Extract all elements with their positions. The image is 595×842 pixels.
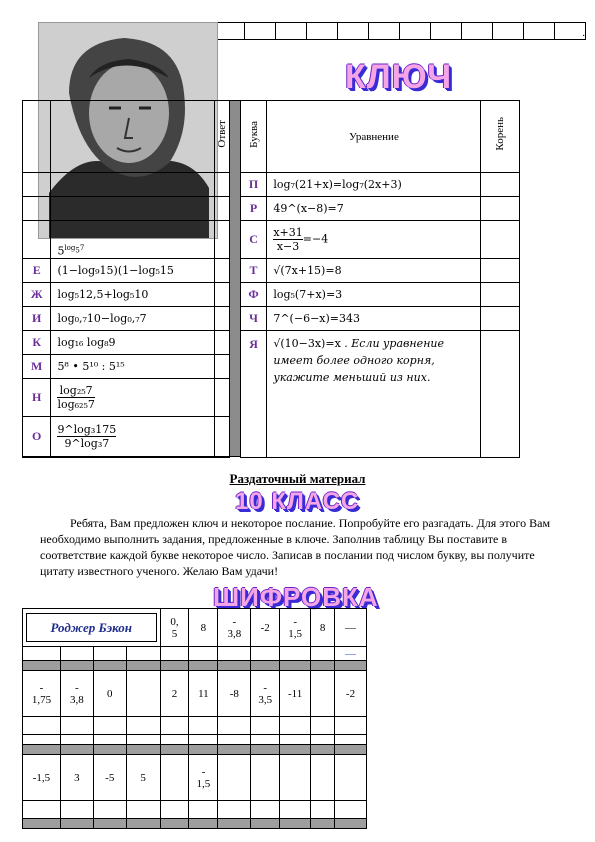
left-expr: log₀,₇10−log₀,₇7 — [51, 307, 214, 331]
answer-header: Ответ — [215, 120, 228, 148]
right-letter: П — [240, 173, 267, 197]
cipher-dash: — — [335, 609, 367, 647]
letter-header: Буква — [247, 120, 260, 148]
answer-cell[interactable] — [214, 417, 229, 457]
root-header-cell — [481, 101, 520, 173]
cipher-letter-cell[interactable] — [251, 801, 280, 819]
equation-note: . Если уравнение имеет более одного корня, укажите меньший из них. — [273, 337, 445, 384]
left-letter-header-cell — [23, 101, 51, 173]
answer-header-cell — [214, 101, 229, 173]
cipher-table — [22, 608, 367, 829]
root-cell[interactable] — [481, 259, 520, 283]
left-letter: М — [23, 355, 51, 379]
cipher-letter-cell[interactable] — [280, 717, 311, 735]
intro-paragraph: Ребята, Вам предложен ключ и некоторое послание. Попробуйте его разгадать. Для этого Вам необходимо выполнить задания, предложенные в ключе. Заполнив таблицу Вы поставите в соответствие каждой букве некоторое число. Записав в послании под числом букву, вы получите цитату известного ученого. Желаю Вам удачи! — [40, 516, 551, 578]
cipher-letter-cell[interactable] — [23, 801, 61, 819]
cipher-letter-cell[interactable] — [23, 717, 61, 735]
divider-column — [229, 101, 240, 457]
equation: √(7x+15)=8 — [267, 259, 481, 283]
handout-title: Раздаточный материал — [229, 471, 366, 486]
left-expr — [51, 197, 214, 221]
cipher-letter-cell[interactable] — [93, 717, 126, 735]
cipher-letter-cell[interactable] — [251, 717, 280, 735]
cipher-letter-cell[interactable] — [311, 717, 335, 735]
answer-cell[interactable] — [214, 283, 229, 307]
left-letter: К — [23, 331, 51, 355]
cipher-letter-cell[interactable] — [126, 801, 160, 819]
cipher-number: 8 — [189, 609, 218, 647]
left-expr-power: $5^{log57}$ — [51, 221, 214, 259]
cipher-letter-cell[interactable] — [126, 717, 160, 735]
cipher-letter-cell[interactable] — [218, 801, 251, 819]
cipher-number: - 1,5 — [189, 755, 218, 801]
left-letter: Ж — [23, 283, 51, 307]
key-heading: КЛЮЧ — [345, 58, 453, 96]
cipher-letter-cell[interactable] — [160, 801, 189, 819]
answer-cell[interactable] — [214, 197, 229, 221]
equation: log₇(21+x)=log₇(2x+3) — [267, 173, 481, 197]
root-cell[interactable] — [481, 283, 520, 307]
cipher-number — [311, 755, 335, 801]
cipher-letter-cell[interactable] — [60, 801, 93, 819]
cipher-number: - 3,8 — [60, 671, 93, 717]
left-letter: Е — [23, 259, 51, 283]
root-cell[interactable] — [481, 307, 520, 331]
cipher-number — [126, 671, 160, 717]
cipher-number — [160, 755, 189, 801]
right-letter: С — [240, 221, 267, 259]
key-table — [22, 100, 520, 458]
cipher-number: 0, 5 — [160, 609, 189, 647]
left-expr: log₅12,5+log₅10 — [51, 283, 214, 307]
answer-cell[interactable] — [214, 173, 229, 197]
answer-cell[interactable] — [214, 307, 229, 331]
cipher-number: 11 — [189, 671, 218, 717]
right-letter: Т — [240, 259, 267, 283]
cipher-number: 3 — [60, 755, 93, 801]
cipher-number: -11 — [280, 671, 311, 717]
cipher-number: -5 — [93, 755, 126, 801]
equation: log₅(7+x)=3 — [267, 283, 481, 307]
root-cell[interactable] — [481, 221, 520, 259]
cipher-letter-cell[interactable] — [189, 801, 218, 819]
cipher-letter-cell[interactable] — [189, 717, 218, 735]
cipher-number — [335, 755, 367, 801]
cipher-number: 2 — [160, 671, 189, 717]
root-cell[interactable] — [481, 173, 520, 197]
root-header: Корень — [494, 117, 507, 151]
answer-cell[interactable] — [214, 221, 229, 259]
cipher-number — [280, 755, 311, 801]
cipher-number — [218, 755, 251, 801]
cipher-number: 0 — [93, 671, 126, 717]
root-cell[interactable] — [481, 197, 520, 221]
equation-with-note — [267, 331, 481, 458]
left-expr: 5⁸ • 5¹⁰ : 5¹⁵ — [51, 355, 214, 379]
equation: √(10−3x)=x — [273, 337, 341, 350]
left-letter: Н — [23, 379, 51, 417]
left-expr — [51, 173, 214, 197]
answer-cell[interactable] — [214, 259, 229, 283]
cipher-number — [311, 671, 335, 717]
left-letter — [23, 173, 51, 197]
cipher-number: 8 — [311, 609, 335, 647]
right-letter: Я — [240, 331, 267, 458]
left-expr: log₁₆ log₈9 — [51, 331, 214, 355]
cipher-letter-cell[interactable] — [280, 801, 311, 819]
right-letter: Ч — [240, 307, 267, 331]
equation-header: Уравнение — [267, 101, 481, 173]
cipher-number: - 3,8 — [218, 609, 251, 647]
left-letter: О — [23, 417, 51, 457]
cipher-number: - 1,5 — [280, 609, 311, 647]
cipher-number: -8 — [218, 671, 251, 717]
cipher-letter-cell[interactable] — [218, 717, 251, 735]
cipher-number: -2 — [335, 671, 367, 717]
left-letter — [23, 221, 51, 259]
answer-cell[interactable] — [214, 355, 229, 379]
top-cell-strip — [213, 22, 586, 40]
right-letter: Р — [240, 197, 267, 221]
left-letter — [23, 197, 51, 221]
cipher-dash: — — [335, 647, 367, 661]
cipher-number: -1,5 — [23, 755, 61, 801]
equation: 49^(x−8)=7 — [267, 197, 481, 221]
equation: 7^(−6−x)=343 — [267, 307, 481, 331]
cipher-number: -2 — [251, 609, 280, 647]
right-letter: Ф — [240, 283, 267, 307]
cipher-number: - 3,5 — [251, 671, 280, 717]
cipher-number: 5 — [126, 755, 160, 801]
cipher-letter-cell[interactable] — [60, 717, 93, 735]
cipher-heading: ШИФРОВКА — [213, 582, 379, 612]
answer-cell[interactable] — [214, 331, 229, 355]
cipher-letter-cell[interactable] — [93, 801, 126, 819]
left-expr: (1−log₉15)(1−log₅15 — [51, 259, 214, 283]
cipher-letter-cell[interactable] — [160, 717, 189, 735]
top-strip-last-cell: . — [555, 23, 586, 40]
author-cell — [23, 609, 161, 647]
left-expr-fraction: $\frac{\text{log₂₅7}}{\text{log₆₂₅7}}$ — [51, 379, 214, 417]
grade-heading: 10 КЛАСС — [235, 488, 360, 515]
equation-fraction: $\frac{x+31}{x-3}$ =−4 — [267, 221, 481, 259]
cipher-letter-cell[interactable] — [335, 801, 367, 819]
cipher-number — [251, 755, 280, 801]
letter-header-cell — [240, 101, 267, 173]
cipher-number: - 1,75 — [23, 671, 61, 717]
cipher-letter-cell[interactable] — [335, 717, 367, 735]
left-expr-fraction: $\frac{\text{9\textasciicircum{}log₃175}}{\text{9\textasciicircum{}log₃7}}$ — [51, 417, 214, 457]
author-name: Роджер Бэкон — [26, 613, 157, 642]
answer-cell[interactable] — [214, 379, 229, 417]
left-expr-header-cell — [51, 101, 214, 173]
root-cell[interactable] — [481, 331, 520, 458]
cipher-letter-cell[interactable] — [311, 801, 335, 819]
left-letter: И — [23, 307, 51, 331]
